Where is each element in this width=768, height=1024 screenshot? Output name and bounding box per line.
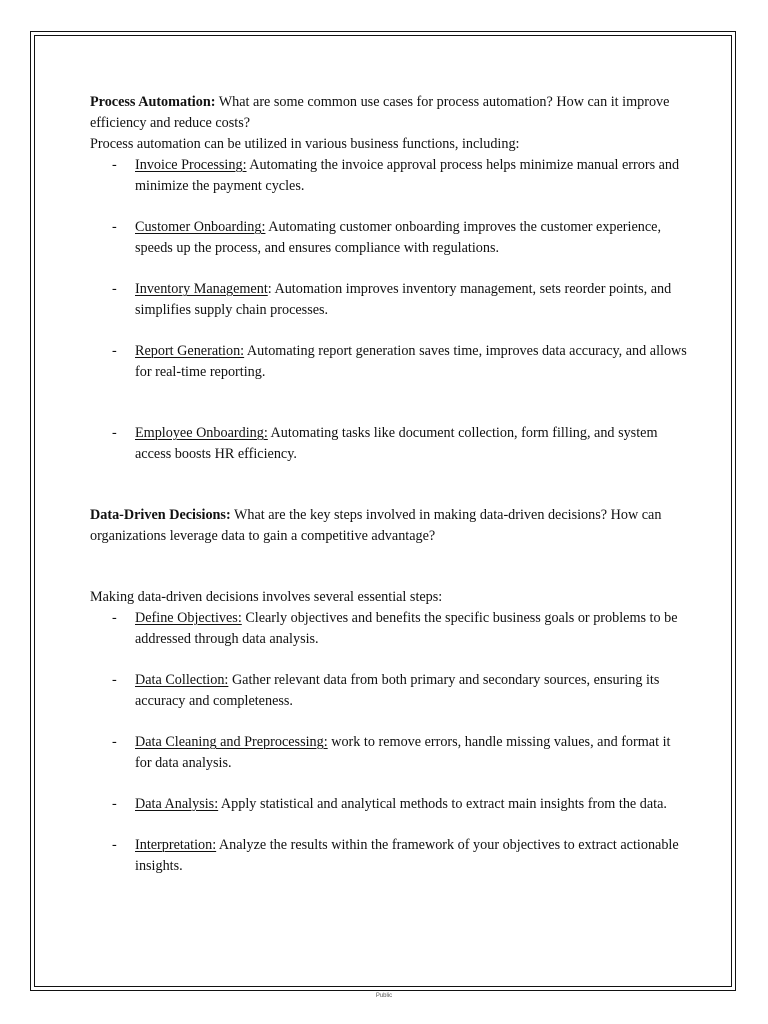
- item-term: Define Objectives:: [135, 610, 242, 626]
- item-text: Gather relevant data from both primary and secondary sources, ensuring its accuracy and completeness.: [135, 672, 660, 709]
- data-driven-intro: Making data-driven decisions involves several essential steps:: [90, 589, 443, 605]
- item-text: work to remove errors, handle missing values, and format it for data analysis.: [135, 734, 671, 771]
- list-item: [90, 423, 690, 465]
- item-term: Report Generation:: [135, 343, 245, 359]
- data-driven-heading: [90, 505, 690, 547]
- process-automation-question: What are some common use cases for process automation? How can it improve efficiency and reduce costs?: [90, 94, 670, 131]
- list-dash: -: [112, 343, 117, 359]
- item-text: : Automation improves inventory management, sets reorder points, and simplifies supply chain processes.: [135, 281, 672, 318]
- process-automation-heading: [90, 92, 690, 134]
- list-dash: -: [112, 837, 117, 853]
- item-text: Automating the invoice approval process helps minimize manual errors and minimize the payment cycles.: [135, 157, 680, 194]
- list-item: [90, 155, 690, 197]
- item-text: Automating tasks like document collection, form filling, and system access boosts HR efficiency.: [135, 425, 658, 462]
- list-item: [90, 794, 690, 815]
- list-dash: -: [112, 672, 117, 688]
- item-term: Invoice Processing:: [135, 157, 247, 173]
- item-term: Data Analysis:: [135, 796, 219, 812]
- item-text: Clearly objectives and benefits the specific business goals or problems to be addressed through data analysis.: [135, 610, 678, 647]
- item-text: Automating customer onboarding improves the customer experience, speeds up the process, and ensures compliance with regulations.: [135, 219, 662, 256]
- item-term: Inventory Management: [135, 281, 268, 297]
- process-automation-intro: Process automation can be utilized in various business functions, including:: [90, 136, 520, 152]
- list-item: [90, 217, 690, 259]
- list-dash: -: [112, 219, 117, 235]
- item-term: Employee Onboarding:: [135, 425, 268, 441]
- list-item: [90, 279, 690, 321]
- process-automation-list: [90, 155, 690, 465]
- item-term: Interpretation:: [135, 837, 217, 853]
- data-driven-question: What are the key steps involved in making data-driven decisions? How can organizations leverage data to gain a competitive advantage?: [90, 507, 662, 544]
- data-driven-list: [90, 608, 690, 877]
- list-item: [90, 835, 690, 877]
- item-text: Analyze the results within the framework of your objectives to extract actionable insights.: [135, 837, 679, 874]
- list-dash: -: [112, 734, 117, 750]
- list-dash: -: [112, 610, 117, 626]
- item-text: Automating report generation saves time, improves data accuracy, and allows for real-time reporting.: [135, 343, 687, 380]
- list-dash: -: [112, 796, 117, 812]
- list-item: [90, 341, 690, 383]
- list-item: [90, 670, 690, 712]
- data-driven-title: Data-Driven Decisions:: [90, 507, 231, 523]
- process-automation-title: Process Automation:: [90, 94, 216, 110]
- classification-label: Public: [375, 993, 393, 999]
- item-text: Apply statistical and analytical methods to extract main insights from the data.: [220, 796, 667, 812]
- document-body: [90, 92, 690, 877]
- list-item: [90, 732, 690, 774]
- item-term: Data Cleaning and Preprocessing:: [135, 734, 328, 750]
- list-dash: -: [112, 157, 117, 173]
- item-term: Data Collection:: [135, 672, 229, 688]
- item-term: Customer Onboarding:: [135, 219, 266, 235]
- list-dash: -: [112, 281, 117, 297]
- list-dash: -: [112, 425, 117, 441]
- list-item: [90, 608, 690, 650]
